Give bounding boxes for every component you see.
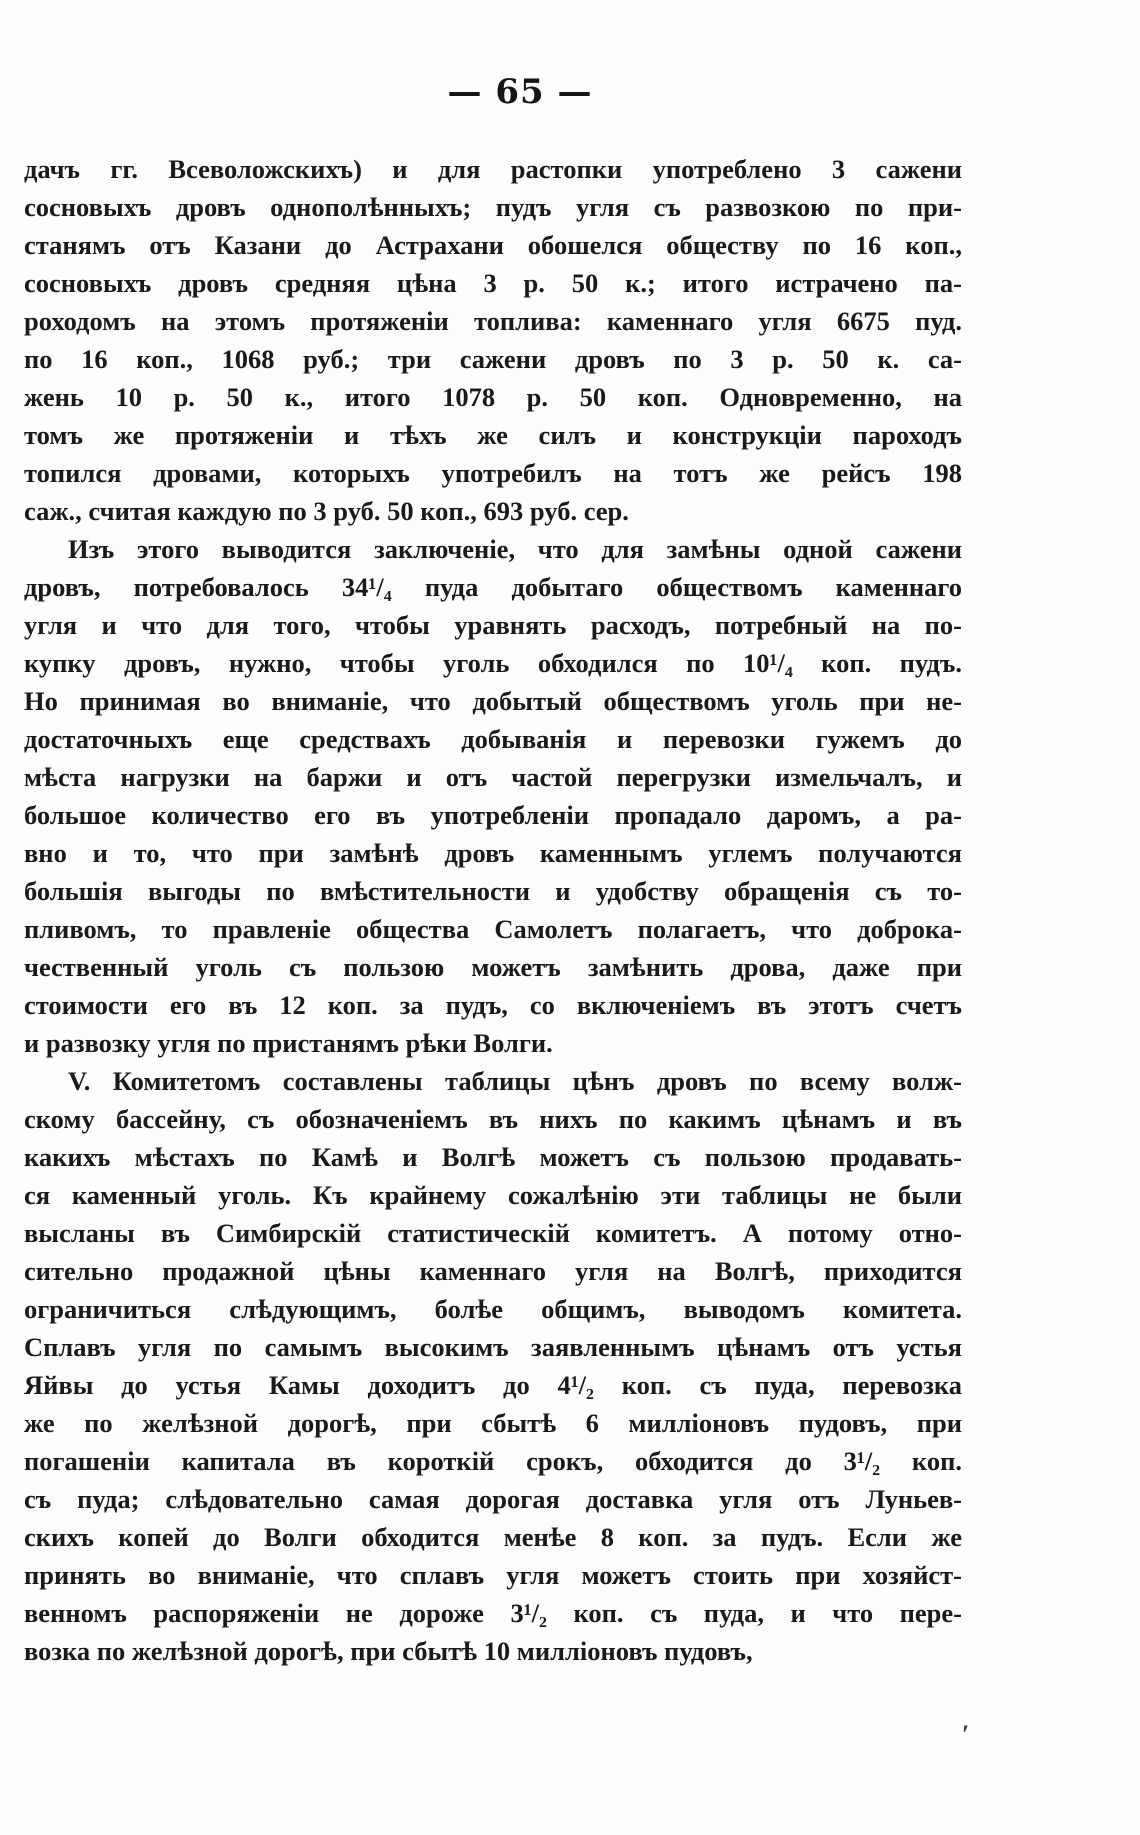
text-line: Сплавъ угля по самымъ высокимъ заявленнымъ цѣнамъ отъ устья xyxy=(24,1332,962,1362)
text-line: возка по желѣзной дорогѣ, при сбытѣ 10 милліоновъ пудовъ, xyxy=(24,1636,753,1666)
text-line: принять во вниманіе, что сплавъ угля можетъ стоить при хозяйст- xyxy=(24,1560,962,1590)
text-line: скому бассейну, съ обозначеніемъ въ нихъ по какимъ цѣнамъ и въ xyxy=(24,1104,962,1134)
text-line: какихъ мѣстахъ по Камѣ и Волгѣ можетъ съ пользою продавать- xyxy=(24,1142,962,1172)
text-line: угля и что для того, чтобы уравнять расходъ, потребный на по- xyxy=(24,610,962,640)
text-line: стоимости его въ 12 коп. за пудъ, со включеніемъ въ этотъ счетъ xyxy=(24,990,962,1020)
text-line: роходомъ на этомъ протяженіи топлива: каменнаго угля 6675 пуд. xyxy=(24,306,962,336)
text-line: Изъ этого выводится заключеніе, что для замѣны одной сажени xyxy=(68,534,962,564)
stray-mark: ′ xyxy=(962,1720,970,1749)
text-line: большія выгоды по вмѣстительности и удобству обращенія съ то- xyxy=(24,876,962,906)
page-number: — 65 — xyxy=(447,72,593,112)
text-line: купку дровъ, нужно, чтобы уголь обходился по 10¹/₄ коп. пудъ. xyxy=(24,648,962,678)
text-line: венномъ распоряженіи не дороже 3¹/₂ коп. съ пуда, и что пере- xyxy=(24,1598,962,1628)
text-line: высланы въ Симбирскій статистическій комитетъ. А потому отно- xyxy=(24,1218,962,1248)
text-line: погашеніи капитала въ короткій срокъ, обходится до 3¹/₂ коп. xyxy=(24,1446,962,1476)
text-line: томъ же протяженіи и тѣхъ же силъ и конструкціи пароходъ xyxy=(24,420,962,450)
text-line: сосновыхъ дровъ средняя цѣна 3 р. 50 к.; итого истрачено па- xyxy=(24,268,962,298)
text-line: топился дровами, которыхъ употребилъ на тотъ же рейсъ 198 xyxy=(24,458,962,488)
text-line: сительно продажной цѣны каменнаго угля на Волгѣ, приходится xyxy=(24,1256,962,1286)
text-line: ограничиться слѣдующимъ, болѣе общимъ, выводомъ комитета. xyxy=(24,1294,962,1324)
text-line: большое количество его въ употребленіи пропадало даромъ, а ра- xyxy=(24,800,962,830)
text-line: достаточныхъ еще средствахъ добыванія и перевозки гужемъ до xyxy=(24,724,962,754)
text-line: ся каменный уголь. Къ крайнему сожалѣнію эти таблицы не были xyxy=(24,1180,962,1210)
text-line: чественный уголь съ пользою можетъ замѣнить дрова, даже при xyxy=(24,952,962,982)
text-line: вно и то, что при замѣнѣ дровъ каменнымъ углемъ получаются xyxy=(24,838,962,868)
text-line: саж., считая каждую по 3 руб. 50 коп., 693 руб. сер. xyxy=(24,496,629,526)
paragraph xyxy=(24,1062,962,1670)
text-line: сосновыхъ дровъ однополѣнныхъ; пудъ угля съ развозкою по при- xyxy=(24,192,962,222)
paragraph xyxy=(24,150,962,530)
text-line: скихъ копей до Волги обходится менѣе 8 коп. за пудъ. Если же xyxy=(24,1522,962,1552)
text-line: же по желѣзной дорогѣ, при сбытѣ 6 милліоновъ пудовъ, при xyxy=(24,1408,962,1438)
text-line: Яйвы до устья Камы доходитъ до 4¹/₂ коп. съ пуда, перевозка xyxy=(24,1370,962,1400)
text-line: по 16 коп., 1068 руб.; три сажени дровъ по 3 р. 50 к. са- xyxy=(24,344,962,374)
text-line: дачъ гг. Всеволожскихъ) и для растопки употреблено 3 сажени xyxy=(24,154,962,184)
text-line: станямъ отъ Казани до Астрахани обошелся обществу по 16 коп., xyxy=(24,230,962,260)
text-line: дровъ, потребовалось 34¹/₄ пуда добытаго обществомъ каменнаго xyxy=(24,572,962,602)
text-line: жень 10 р. 50 к., итого 1078 р. 50 коп. Одновременно, на xyxy=(24,382,962,412)
paragraph xyxy=(24,530,962,1062)
text-line: и развозку угля по пристанямъ рѣки Волги. xyxy=(24,1028,553,1058)
page-body-text xyxy=(24,150,962,1670)
text-line: съ пуда; слѣдовательно самая дорогая доставка угля отъ Луньев- xyxy=(24,1484,962,1514)
text-line: пливомъ, то правленіе общества Самолетъ полагаетъ, что доброка- xyxy=(24,914,962,944)
text-line: Но принимая во вниманіе, что добытый обществомъ уголь при не- xyxy=(24,686,962,716)
text-line: мѣста нагрузки на баржи и отъ частой перегрузки измельчалъ, и xyxy=(24,762,962,792)
text-line: V. Комитетомъ составлены таблицы цѣнъ дровъ по всему волж- xyxy=(68,1066,962,1096)
